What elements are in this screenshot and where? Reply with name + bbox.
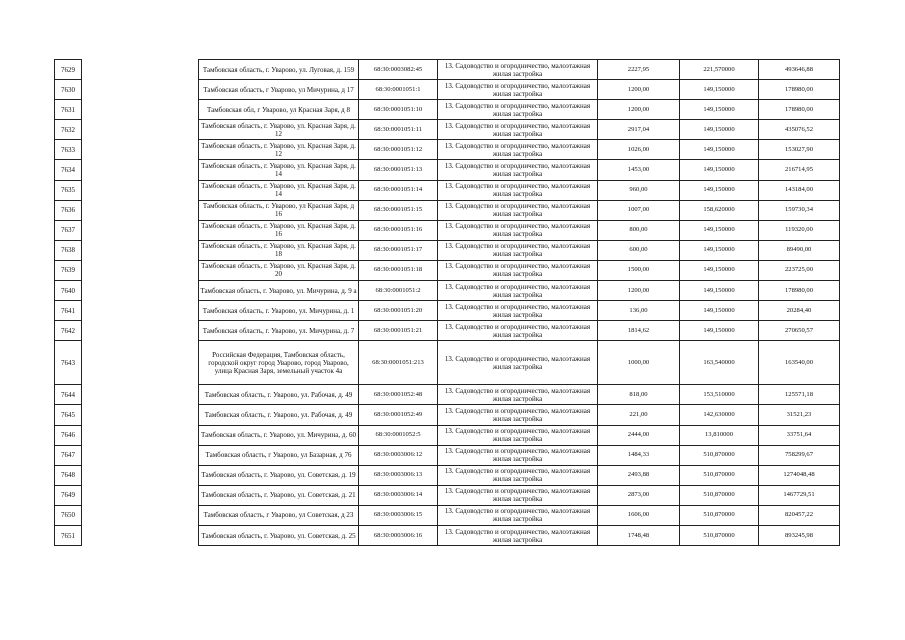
cadastral-value-cell: 163540,00 (759, 341, 840, 385)
cadastral-number-cell: 68:30:0003006:14 (359, 485, 438, 505)
blank-cell (82, 160, 199, 180)
row-number: 7651 (55, 525, 82, 545)
specific-value-cell: 149,150000 (680, 140, 759, 160)
address-cell: Тамбовская область, г. Уварово, ул. Красная Заря, д. 18 (199, 240, 359, 260)
address-cell: Тамбовская область, г. Уварово, ул. Рабочая, д. 49 (199, 385, 359, 405)
address-cell: Тамбовская область, г Уварово, ул Советская, д 23 (199, 505, 359, 525)
blank-cell (82, 281, 199, 301)
area-cell: 1200,00 (598, 100, 680, 120)
specific-value-cell: 142,630000 (680, 405, 759, 425)
table-row (55, 321, 840, 341)
area-cell: 1007,00 (598, 200, 680, 220)
area-cell: 1200,00 (598, 281, 680, 301)
blank-cell (82, 80, 199, 100)
area-cell: 1814,62 (598, 321, 680, 341)
table-row (55, 341, 840, 385)
cadastral-number-cell: 68:30:0001051:15 (359, 200, 438, 220)
cadastral-value-cell: 31521,23 (759, 405, 840, 425)
specific-value-cell: 149,150000 (680, 80, 759, 100)
area-cell: 2493,88 (598, 465, 680, 485)
specific-value-cell: 149,150000 (680, 281, 759, 301)
cadastral-value-cell: 178980,00 (759, 80, 840, 100)
table-row (55, 140, 840, 160)
table-row (55, 160, 840, 180)
specific-value-cell: 510,870000 (680, 445, 759, 465)
land-use-cell: 13. Садоводство и огородничество, малоэтажная жилая застройка (438, 385, 598, 405)
cadastral-value-cell: 223725,00 (759, 260, 840, 280)
cadastral-number-cell: 68:30:0001051:16 (359, 220, 438, 240)
row-number: 7630 (55, 80, 82, 100)
table-row (55, 60, 840, 80)
row-number: 7647 (55, 445, 82, 465)
address-cell: Тамбовская область, г. Уварово, ул. Красная Заря, д. 12 (199, 120, 359, 140)
blank-cell (82, 240, 199, 260)
row-number: 7635 (55, 180, 82, 200)
row-number: 7642 (55, 321, 82, 341)
blank-cell (82, 385, 199, 405)
row-number: 7645 (55, 405, 82, 425)
cadastral-value-cell: 153027,90 (759, 140, 840, 160)
blank-cell (82, 465, 199, 485)
specific-value-cell: 149,150000 (680, 120, 759, 140)
document-page (54, 59, 839, 546)
table-row (55, 200, 840, 220)
blank-cell (82, 485, 199, 505)
row-number: 7640 (55, 281, 82, 301)
specific-value-cell: 149,150000 (680, 321, 759, 341)
specific-value-cell: 149,150000 (680, 260, 759, 280)
cadastral-number-cell: 68:30:0001051:21 (359, 321, 438, 341)
table-row (55, 405, 840, 425)
blank-cell (82, 120, 199, 140)
blank-cell (82, 445, 199, 465)
cadastral-number-cell: 68:30:0001051:11 (359, 120, 438, 140)
cadastral-number-cell: 68:30:0001052:5 (359, 425, 438, 445)
blank-cell (82, 140, 199, 160)
cadastral-number-cell: 68:30:0003082:45 (359, 60, 438, 80)
row-number: 7632 (55, 120, 82, 140)
cadastral-value-cell: 159730,34 (759, 200, 840, 220)
area-cell: 600,00 (598, 240, 680, 260)
land-use-cell: 13. Садоводство и огородничество, малоэтажная жилая застройка (438, 321, 598, 341)
land-use-cell: 13. Садоводство и огородничество, малоэтажная жилая застройка (438, 465, 598, 485)
address-cell: Тамбовская область, г. Уварово, ул. Советская, д. 21 (199, 485, 359, 505)
row-number: 7643 (55, 341, 82, 385)
cadastral-number-cell: 68:30:0001051:1 (359, 80, 438, 100)
specific-value-cell: 149,150000 (680, 301, 759, 321)
cadastral-number-cell: 68:30:0003006:16 (359, 525, 438, 545)
area-cell: 1484,33 (598, 445, 680, 465)
address-cell: Тамбовская область, г. Уварово, ул. Красная Заря, д. 20 (199, 260, 359, 280)
land-use-cell: 13. Садоводство и огородничество, малоэтажная жилая застройка (438, 160, 598, 180)
specific-value-cell: 221,570000 (680, 60, 759, 80)
land-use-cell: 13. Садоводство и огородничество, малоэтажная жилая застройка (438, 180, 598, 200)
land-use-cell: 13. Садоводство и огородничество, малоэтажная жилая застройка (438, 445, 598, 465)
table-row (55, 260, 840, 280)
blank-cell (82, 180, 199, 200)
land-use-cell: 13. Садоводство и огородничество, малоэтажная жилая застройка (438, 525, 598, 545)
specific-value-cell: 510,870000 (680, 505, 759, 525)
address-cell: Тамбовская область, г Уварово, ул Мичурина, д 17 (199, 80, 359, 100)
land-use-cell: 13. Садоводство и огородничество, малоэтажная жилая застройка (438, 120, 598, 140)
row-number: 7641 (55, 301, 82, 321)
blank-cell (82, 525, 199, 545)
row-number: 7634 (55, 160, 82, 180)
specific-value-cell: 149,150000 (680, 220, 759, 240)
table-row (55, 100, 840, 120)
cadastral-value-cell: 1467729,51 (759, 485, 840, 505)
table-row (55, 80, 840, 100)
cadastral-value-table (54, 59, 840, 546)
blank-cell (82, 260, 199, 280)
table-row (55, 301, 840, 321)
land-use-cell: 13. Садоводство и огородничество, малоэтажная жилая застройка (438, 60, 598, 80)
cadastral-value-cell: 1274048,48 (759, 465, 840, 485)
land-use-cell: 13. Садоводство и огородничество, малоэтажная жилая застройка (438, 80, 598, 100)
area-cell: 136,00 (598, 301, 680, 321)
address-cell: Российская Федерация, Тамбовская область, городской округ город Уварово, город Уварово, улица Красная Заря, земельный участок 4а (199, 341, 359, 385)
area-cell: 1026,00 (598, 140, 680, 160)
cadastral-number-cell: 68:30:0001051:12 (359, 140, 438, 160)
address-cell: Тамбовская область, г. Уварово, ул. Красная Заря, д. 16 (199, 220, 359, 240)
row-number: 7636 (55, 200, 82, 220)
cadastral-value-cell: 178980,00 (759, 100, 840, 120)
cadastral-number-cell: 68:30:0001051:17 (359, 240, 438, 260)
area-cell: 818,00 (598, 385, 680, 405)
area-cell: 1606,00 (598, 505, 680, 525)
land-use-cell: 13. Садоводство и огородничество, малоэтажная жилая застройка (438, 220, 598, 240)
cadastral-value-cell: 216714,95 (759, 160, 840, 180)
specific-value-cell: 149,150000 (680, 100, 759, 120)
blank-cell (82, 100, 199, 120)
cadastral-value-cell: 20284,40 (759, 301, 840, 321)
table-row (55, 120, 840, 140)
land-use-cell: 13. Садоводство и огородничество, малоэтажная жилая застройка (438, 505, 598, 525)
cadastral-value-cell: 119320,00 (759, 220, 840, 240)
address-cell: Тамбовская область, г. Уварово, ул. Советская, д. 19 (199, 465, 359, 485)
cadastral-number-cell: 68:30:0001052:48 (359, 385, 438, 405)
land-use-cell: 13. Садоводство и огородничество, малоэтажная жилая застройка (438, 260, 598, 280)
area-cell: 1748,48 (598, 525, 680, 545)
row-number: 7644 (55, 385, 82, 405)
land-use-cell: 13. Садоводство и огородничество, малоэтажная жилая застройка (438, 425, 598, 445)
address-cell: Тамбовская область, г. Уварово, ул. Мичурина, д. 60 (199, 425, 359, 445)
blank-cell (82, 425, 199, 445)
area-cell: 2873,00 (598, 485, 680, 505)
blank-cell (82, 505, 199, 525)
area-cell: 1453,00 (598, 160, 680, 180)
area-cell: 800,00 (598, 220, 680, 240)
cadastral-number-cell: 68:30:0001051:213 (359, 341, 438, 385)
land-use-cell: 13. Садоводство и огородничество, малоэтажная жилая застройка (438, 100, 598, 120)
address-cell: Тамбовская область, г. Уварово, ул. Советская, д. 25 (199, 525, 359, 545)
table-row (55, 385, 840, 405)
specific-value-cell: 510,870000 (680, 485, 759, 505)
address-cell: Тамбовская область, г. Уварово, ул. Красная Заря, д. 14 (199, 160, 359, 180)
cadastral-value-cell: 178980,00 (759, 281, 840, 301)
table-row (55, 505, 840, 525)
specific-value-cell: 149,150000 (680, 160, 759, 180)
cadastral-value-cell: 893245,98 (759, 525, 840, 545)
address-cell: Тамбовская область, г. Уварово, ул. Красная Заря, д. 12 (199, 140, 359, 160)
specific-value-cell: 510,870000 (680, 465, 759, 485)
land-use-cell: 13. Садоводство и огородничество, малоэтажная жилая застройка (438, 281, 598, 301)
table-row (55, 180, 840, 200)
area-cell: 960,00 (598, 180, 680, 200)
land-use-cell: 13. Садоводство и огородничество, малоэтажная жилая застройка (438, 301, 598, 321)
cadastral-number-cell: 68:30:0001051:10 (359, 100, 438, 120)
specific-value-cell: 158,620000 (680, 200, 759, 220)
area-cell: 1200,00 (598, 80, 680, 100)
area-cell: 1000,00 (598, 341, 680, 385)
address-cell: Тамбовская область, г. Уварово, ул. Мичурина, д. 1 (199, 301, 359, 321)
blank-cell (82, 321, 199, 341)
table-body (55, 60, 840, 546)
cadastral-value-cell: 493646,88 (759, 60, 840, 80)
specific-value-cell: 163,540000 (680, 341, 759, 385)
cadastral-value-cell: 143184,00 (759, 180, 840, 200)
blank-cell (82, 341, 199, 385)
area-cell: 2917,04 (598, 120, 680, 140)
cadastral-number-cell: 68:30:0003006:13 (359, 465, 438, 485)
row-number: 7646 (55, 425, 82, 445)
address-cell: Тамбовская область, г. Уварово, ул. Красная Заря, д. 14 (199, 180, 359, 200)
specific-value-cell: 149,150000 (680, 180, 759, 200)
row-number: 7638 (55, 240, 82, 260)
land-use-cell: 13. Садоводство и огородничество, малоэтажная жилая застройка (438, 140, 598, 160)
cadastral-value-cell: 758299,67 (759, 445, 840, 465)
row-number: 7637 (55, 220, 82, 240)
area-cell: 1500,00 (598, 260, 680, 280)
row-number: 7631 (55, 100, 82, 120)
specific-value-cell: 510,870000 (680, 525, 759, 545)
row-number: 7633 (55, 140, 82, 160)
area-cell: 2444,00 (598, 425, 680, 445)
address-cell: Тамбовская область, г. Уварово, ул. Луговая, д. 159 (199, 60, 359, 80)
land-use-cell: 13. Садоводство и огородничество, малоэтажная жилая застройка (438, 200, 598, 220)
cadastral-number-cell: 68:30:0001051:2 (359, 281, 438, 301)
address-cell: Тамбовская область, г. Уварово, ул. Мичурина, д. 9 а (199, 281, 359, 301)
specific-value-cell: 153,510000 (680, 385, 759, 405)
table-row (55, 281, 840, 301)
specific-value-cell: 149,150000 (680, 240, 759, 260)
table-row (55, 445, 840, 465)
cadastral-value-cell: 270650,57 (759, 321, 840, 341)
row-number: 7648 (55, 465, 82, 485)
row-number: 7650 (55, 505, 82, 525)
address-cell: Тамбовская область, г. Уварово, ул. Рабочая, д. 49 (199, 405, 359, 425)
specific-value-cell: 13,810000 (680, 425, 759, 445)
cadastral-number-cell: 68:30:0001051:20 (359, 301, 438, 321)
row-number: 7639 (55, 260, 82, 280)
address-cell: Тамбовская область, г. Уварово, ул Красная Заря, д 16 (199, 200, 359, 220)
area-cell: 2227,95 (598, 60, 680, 80)
row-number: 7649 (55, 485, 82, 505)
table-row (55, 525, 840, 545)
table-row (55, 220, 840, 240)
blank-cell (82, 200, 199, 220)
table-row (55, 240, 840, 260)
address-cell: Тамбовская обл, г Уварово, ул Красная Заря, д 8 (199, 100, 359, 120)
cadastral-value-cell: 125571,18 (759, 385, 840, 405)
table-row (55, 425, 840, 445)
cadastral-number-cell: 68:30:0001052:49 (359, 405, 438, 425)
table-row (55, 465, 840, 485)
cadastral-value-cell: 33751,64 (759, 425, 840, 445)
land-use-cell: 13. Садоводство и огородничество, малоэтажная жилая застройка (438, 341, 598, 385)
land-use-cell: 13. Садоводство и огородничество, малоэтажная жилая застройка (438, 240, 598, 260)
cadastral-value-cell: 89490,00 (759, 240, 840, 260)
land-use-cell: 13. Садоводство и огородничество, малоэтажная жилая застройка (438, 405, 598, 425)
land-use-cell: 13. Садоводство и огородничество, малоэтажная жилая застройка (438, 485, 598, 505)
table-row (55, 485, 840, 505)
blank-cell (82, 301, 199, 321)
cadastral-number-cell: 68:30:0001051:14 (359, 180, 438, 200)
cadastral-number-cell: 68:30:0003006:15 (359, 505, 438, 525)
cadastral-number-cell: 68:30:0001051:13 (359, 160, 438, 180)
row-number: 7629 (55, 60, 82, 80)
blank-cell (82, 220, 199, 240)
address-cell: Тамбовская область, г Уварово, ул Базарная, д 76 (199, 445, 359, 465)
blank-cell (82, 60, 199, 80)
cadastral-number-cell: 68:30:0001051:18 (359, 260, 438, 280)
cadastral-number-cell: 68:30:0003006:12 (359, 445, 438, 465)
address-cell: Тамбовская область, г. Уварово, ул. Мичурина, д. 7 (199, 321, 359, 341)
blank-cell (82, 405, 199, 425)
area-cell: 221,00 (598, 405, 680, 425)
cadastral-value-cell: 435076,52 (759, 120, 840, 140)
cadastral-value-cell: 820457,22 (759, 505, 840, 525)
